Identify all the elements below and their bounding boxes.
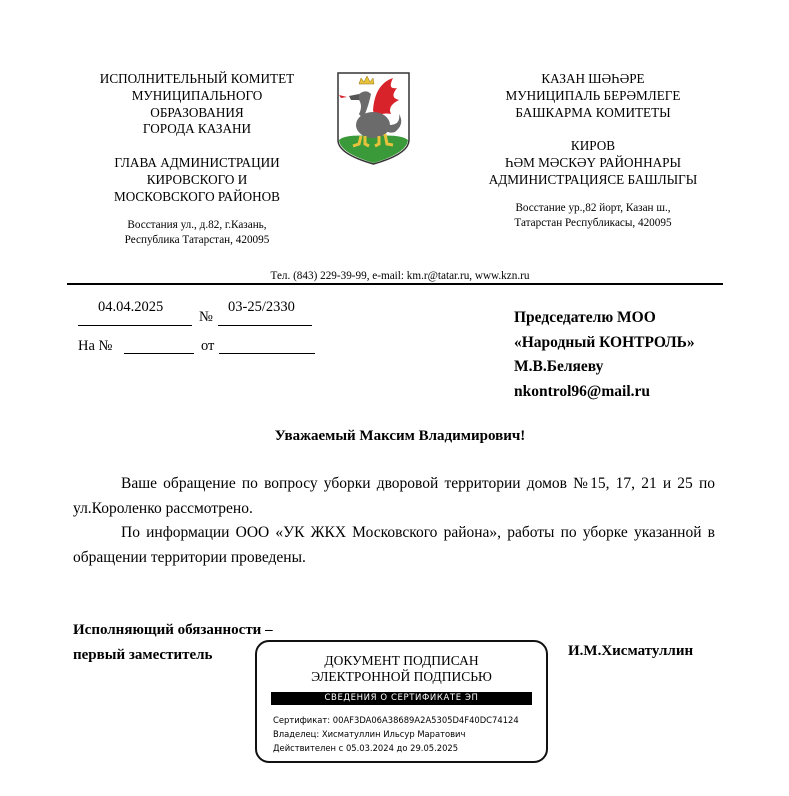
certificate-owner: Владелец: Хисматуллин Ильсур Маратович — [273, 729, 466, 739]
contact-info: Тел. (843) 229-39-99, e-mail: km.r@tatar.ru, www.kzn.ru — [270, 270, 530, 282]
stamp-title-line: ЭЛЕКТРОННОЙ ПОДПИСЬЮ — [311, 669, 492, 684]
address-line: Восстания ул., д.82, г.Казань, — [127, 218, 267, 231]
certificate-number: Сертификат: 00AF3DA06A38689A2A5305D4F40DC74124 — [273, 715, 519, 725]
outgoing-number: 03-25/2330 — [228, 299, 295, 315]
header-left-block — [62, 71, 332, 249]
reply-from-label: от — [201, 338, 215, 354]
title-line: ҺӘМ МӘСКӘҮ РАЙОННАРЫ — [505, 155, 681, 171]
certificate-info-bar: СВЕДЕНИЯ О СЕРТИФИКАТЕ ЭП — [271, 692, 532, 705]
signatory-position — [73, 618, 273, 668]
address-line: Республика Татарстан, 420095 — [124, 234, 270, 247]
reply-number-label: На № — [78, 338, 113, 354]
address-line: Татарстан Республикасы, 420095 — [514, 217, 672, 230]
letter-body — [73, 472, 715, 570]
recipient-block — [514, 306, 695, 404]
outgoing-date: 04.04.2025 — [98, 299, 164, 315]
org-line: КАЗАН ШӘҺӘРЕ — [541, 71, 645, 86]
body-paragraph: По информации ООО «УК ЖКХ Московского района», работы по уборке указанной в обращении территории проведены. — [73, 524, 715, 566]
reply-number-underline — [124, 337, 194, 354]
address-line: Восстание ур.,82 йорт, Казан ш., — [515, 201, 671, 214]
recipient-line: М.В.Беляеву — [514, 358, 604, 375]
org-line: БАШКАРМА КОМИТЕТЫ — [515, 104, 671, 120]
reply-date-underline — [219, 337, 315, 354]
body-paragraph: Ваше обращение по вопросу уборки дворовой территории домов №15, 17, 21 и 25 по ул.Короленко рассмотрено. — [73, 475, 715, 517]
org-line: ИСПОЛНИТЕЛЬНЫЙ КОМИТЕТ — [99, 71, 295, 86]
recipient-line: Председателю МОО — [514, 309, 656, 326]
number-label: № — [199, 309, 213, 325]
address-left — [62, 218, 332, 249]
recipient-line: «Народный КОНТРОЛЬ» — [514, 333, 695, 351]
stamp-title-line: ДОКУМЕНТ ПОДПИСАН — [324, 653, 479, 668]
title-line: АДМИНИСТРАЦИЯСЕ БАШЛЫГЫ — [488, 171, 698, 187]
org-line: МУНИЦИПАЛЬ БЕРӘМЛЕГЕ — [505, 87, 681, 103]
org-line: ОБРАЗОВАНИЯ — [150, 104, 244, 120]
registration-block — [78, 297, 318, 357]
stamp-title — [257, 653, 546, 685]
address-right — [458, 201, 728, 232]
electronic-signature-stamp — [255, 640, 548, 763]
header-right-block — [458, 71, 728, 232]
recipient-email: nkontrol96@mail.ru — [514, 382, 650, 400]
title-line: КИРОВ — [570, 138, 616, 154]
certificate-validity: Действителен с 05.03.2024 до 29.05.2025 — [273, 743, 459, 753]
signatory-name: И.М.Хисматуллин — [568, 643, 694, 659]
title-line: МОСКОВСКОГО РАЙОНОВ — [114, 188, 280, 204]
position-line: Исполняющий обязанности – — [73, 622, 273, 638]
greeting: Уважаемый Максим Владимирович! — [274, 428, 526, 444]
certificate-details — [273, 713, 519, 755]
header-divider — [67, 283, 723, 285]
coat-of-arms-icon — [335, 70, 412, 166]
title-line: КИРОВСКОГО И — [146, 171, 248, 187]
org-line: МУНИЦИПАЛЬНОГО — [131, 87, 263, 103]
org-line: ГОРОДА КАЗАНИ — [142, 121, 252, 137]
title-line: ГЛАВА АДМИНИСТРАЦИИ — [114, 155, 280, 171]
position-line: первый заместитель — [73, 647, 213, 663]
